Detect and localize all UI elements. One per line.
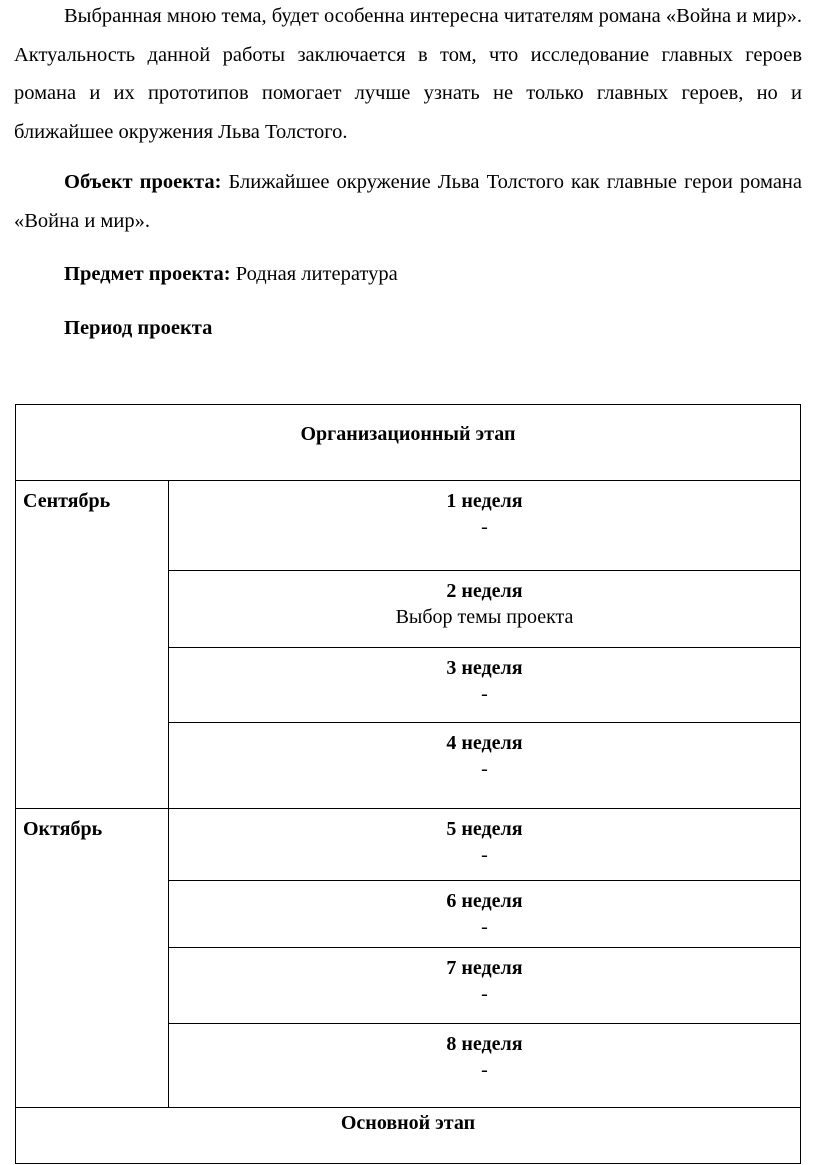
week-cell (169, 648, 801, 723)
week-label: 5 неделя (446, 818, 523, 840)
week-label: 4 неделя (446, 732, 523, 754)
week-cell (169, 1024, 801, 1108)
project-subject-label: Предмет проекта: (64, 263, 231, 285)
week-cell (169, 948, 801, 1024)
project-object-text: Ближайшее окружение Льва Толстого как главные герои романа «Война и мир». (14, 171, 802, 232)
document-page (14, 0, 802, 347)
table-row (16, 405, 801, 481)
project-period-label: Период проекта (64, 316, 213, 339)
week-description: - (481, 916, 488, 938)
week-label: 3 неделя (446, 657, 523, 679)
week-description: - (481, 1059, 488, 1081)
week-label: 1 неделя (446, 490, 523, 512)
table-row (16, 481, 801, 571)
project-subject-text: Родная литература (230, 263, 398, 285)
table-row (16, 1108, 801, 1164)
week-description: - (481, 683, 488, 705)
stage-header-main: Основной этап (16, 1108, 801, 1164)
week-description: - (481, 844, 488, 866)
week-cell (169, 571, 801, 648)
project-object-label: Объект проекта: (64, 171, 222, 193)
month-cell-october: Октябрь (16, 809, 169, 1108)
project-subject-paragraph (14, 255, 802, 294)
week-label: 2 неделя (446, 580, 523, 602)
week-label: 6 неделя (446, 890, 523, 912)
schedule-table (15, 404, 801, 1164)
week-description: - (481, 758, 488, 780)
week-description: Выбор темы проекта (395, 606, 574, 628)
table-row (16, 809, 801, 881)
week-cell (169, 723, 801, 809)
month-cell-september: Сентябрь (16, 481, 169, 809)
week-cell (169, 881, 801, 948)
intro-paragraph: Выбранная мною тема, будет особенна интересна читателям романа «Война и мир». Актуальность данной работы заключается в том, что исследование главных героев романа и их прототипов помогает лучше узнать не только главных героев, но и ближайшее окружения Льва Толстого. (14, 5, 802, 143)
week-label: 7 неделя (446, 957, 523, 979)
stage-header-organizational: Организационный этап (16, 405, 801, 481)
week-cell (169, 809, 801, 881)
project-period-paragraph (14, 309, 802, 348)
week-label: 8 неделя (446, 1033, 523, 1055)
week-description: - (481, 983, 488, 1005)
project-object-paragraph (14, 163, 802, 240)
week-cell (169, 481, 801, 571)
week-description: - (481, 516, 488, 538)
